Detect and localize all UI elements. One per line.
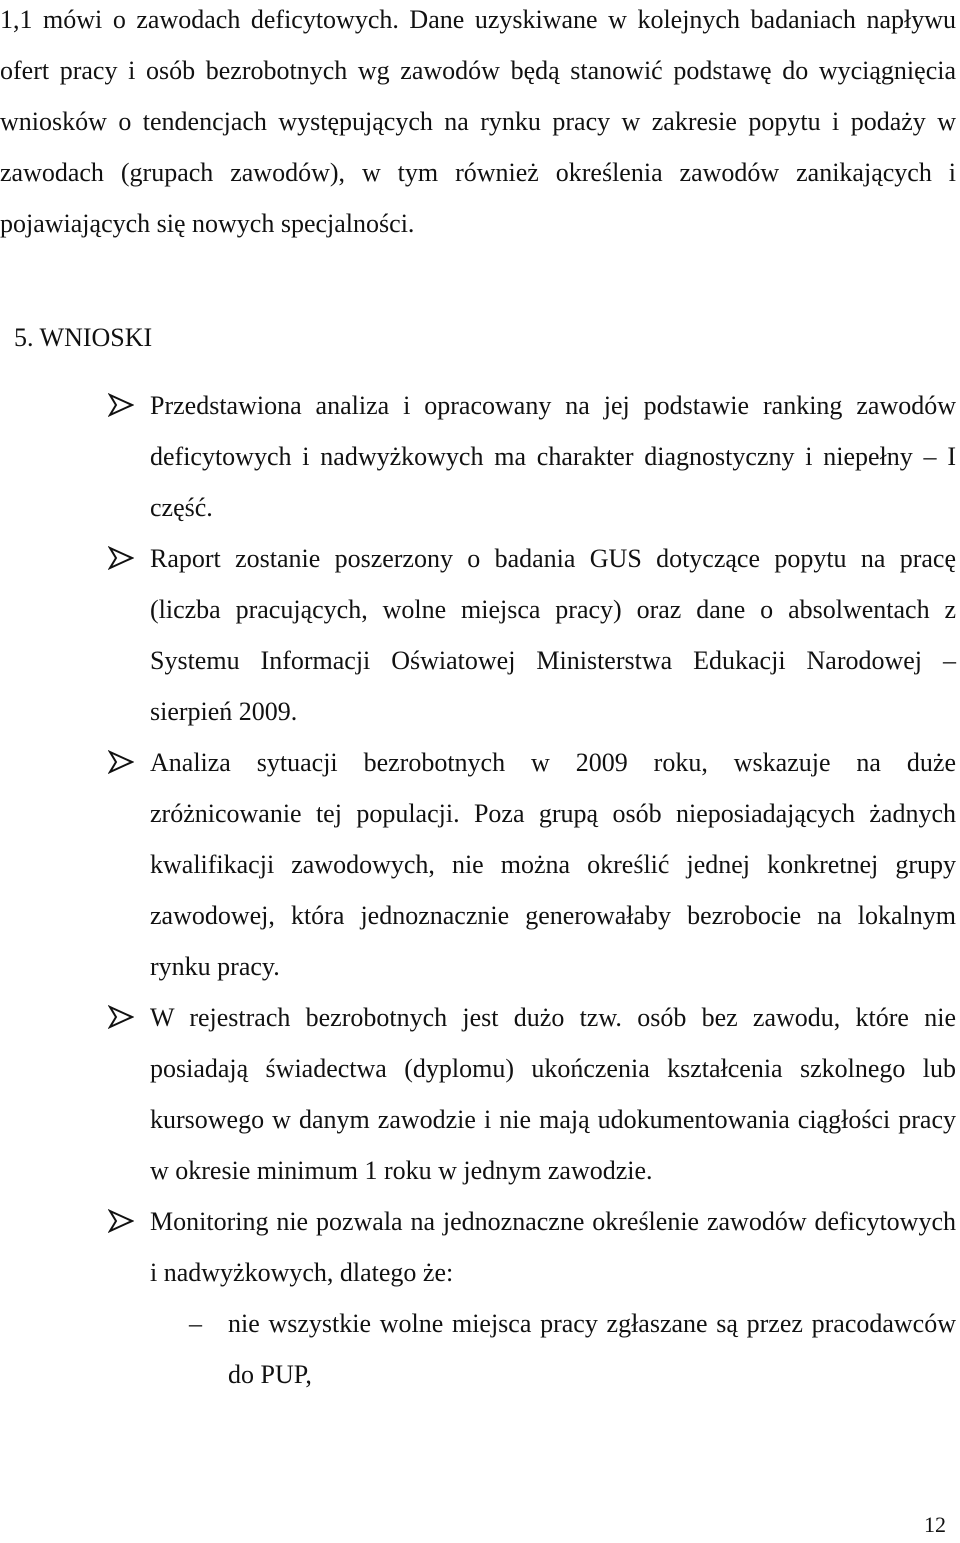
list-item-text: Monitoring nie pozwala na jednoznaczne określenie zawodów deficytowych i nadwyżkowych, dlatego że: bbox=[150, 1207, 956, 1287]
list-item bbox=[0, 533, 956, 737]
sub-list-item-text: nie wszystkie wolne miejsca pracy zgłaszane są przez pracodawców do PUP, bbox=[228, 1309, 956, 1389]
list-item-text: Raport zostanie poszerzony o badania GUS dotyczące popytu na pracę (liczba pracujących, wolne miejsca pracy) oraz dane o absolwentach z Systemu Informacji Oświatowej Ministerstwa Edukacji Narodowej – sierpień 2009. bbox=[150, 544, 956, 726]
list-item bbox=[0, 1196, 956, 1298]
sub-list-item bbox=[0, 1298, 956, 1400]
arrow-bullet-icon bbox=[108, 393, 134, 417]
arrow-bullet-icon bbox=[108, 750, 134, 774]
arrow-bullet-icon bbox=[108, 1005, 134, 1029]
list-item bbox=[0, 737, 956, 992]
intro-paragraph: 1,1 mówi o zawodach deficytowych. Dane uzyskiwane w kolejnych badaniach napływu ofert pracy i osób bezrobotnych wg zawodów będą stanowić podstawę do wyciągnięcia wniosków o tendencjach występujących na rynku pracy w zakresie popytu i podaży w zawodach (grupach zawodów), w tym również określenia zawodów zanikających i pojawiających się nowych specjalności. bbox=[0, 5, 956, 238]
list-item bbox=[0, 380, 956, 533]
list-item-text: Przedstawiona analiza i opracowany na jej podstawie ranking zawodów deficytowych i nadwyżkowych ma charakter diagnostyczny i niepełny – I część. bbox=[150, 391, 956, 522]
arrow-bullet-icon bbox=[108, 1209, 134, 1233]
dash-marker: – bbox=[189, 1309, 202, 1338]
conclusions-list bbox=[0, 380, 956, 1400]
list-item-text: W rejestrach bezrobotnych jest dużo tzw. osób bez zawodu, które nie posiadają świadectwa (dyplomu) ukończenia kształcenia szkolnego lub kursowego w danym zawodzie i nie mają udokumentowania ciągłości pracy w okresie minimum 1 roku w jednym zawodzie. bbox=[150, 1003, 956, 1185]
arrow-bullet-icon bbox=[108, 546, 134, 570]
section-heading: 5. WNIOSKI bbox=[14, 323, 153, 352]
list-item bbox=[0, 992, 956, 1196]
page-number: 12 bbox=[924, 1512, 946, 1537]
list-item-text: Analiza sytuacji bezrobotnych w 2009 roku, wskazuje na duże zróżnicowanie tej populacji. Poza grupą osób nieposiadających żadnych kwalifikacji zawodowych, nie można określić jednej konkretnej grupy zawodowej, która jednoznacznie generowałaby bezrobocie na lokalnym rynku pracy. bbox=[150, 748, 956, 981]
